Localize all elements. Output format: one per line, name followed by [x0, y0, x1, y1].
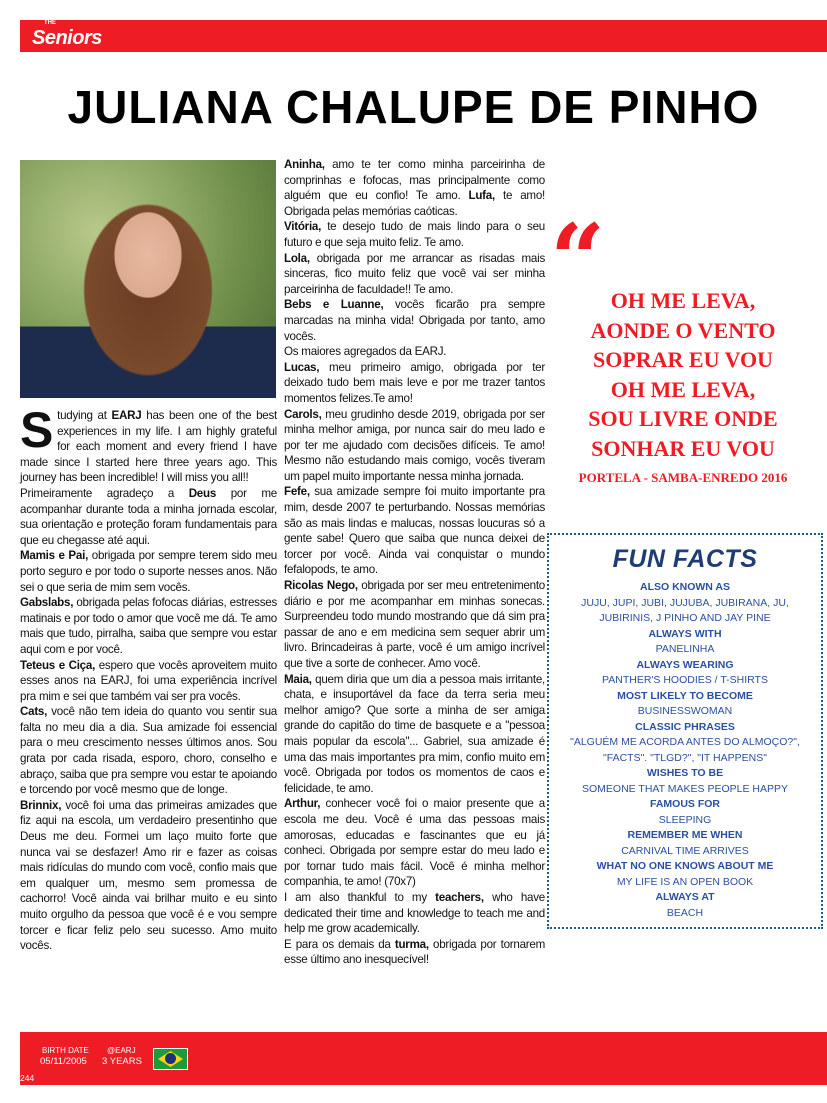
friend-name: Gabslabs, — [20, 596, 74, 610]
friend-name: Mamis e Pai, — [20, 549, 89, 563]
paragraph — [284, 157, 545, 219]
friend-name: Bebs e Luanne, — [284, 298, 384, 312]
fun-facts-list — [549, 580, 821, 921]
paragraph — [20, 798, 277, 954]
quote-line: OH ME LEVA, — [610, 288, 756, 313]
fact-answer: SLEEPING — [658, 813, 712, 826]
fact-answer: "ALGUÉM ME ACORDA ANTES DO ALMOÇO?", "FACTS". "TLGD?", "IT HAPPENS" — [570, 736, 800, 764]
fact-answer: PANTHER'S HOODIES / T-SHIRTS — [602, 674, 768, 686]
paragraph-text: obrigada por ser meu entretenimento diário e por me acompanhar em minhas sonecas. Surpreendeu todo mundo mostrando que dá sim pra passar de ano e em medicina sem sequer abrir um livro. Brincadeiras à parte, você é um amigo incrível que tive a sorte de conhecer. Amo você. — [284, 579, 545, 670]
friend-name: Vitória, — [284, 220, 322, 234]
friend-name: Cats, — [20, 705, 48, 719]
paragraph — [284, 484, 545, 578]
fact-question: REMEMBER ME WHEN — [627, 829, 743, 841]
page-number: 244 — [20, 1073, 35, 1083]
paragraph-text: obrigada por tornarem esse último ano inesquecível! — [284, 937, 546, 967]
friend-name: Ricolas Nego, — [284, 579, 358, 593]
earj-years: 3 YEARS — [102, 1056, 142, 1067]
paragraph-text: meu primeiro amigo, obrigada por ter deixado tudo bem mais leve e por me trazer tantos momentos felizes.Te amo! — [284, 360, 545, 405]
friend-name: Fefe, — [284, 485, 310, 499]
paragraph-text: conhecer você foi o maior presente que a escola me deu. Você é uma das pessoas mais amorosas, educadas e fascinantes que eu já conheci. Obrigada por sempre estar do meu lado e por tornar tudo mais fácil. Você é minha melhor companhia, te amo! (70x7) — [284, 797, 545, 889]
birth-date-label: BIRTH DATE — [42, 1046, 89, 1055]
paragraph-text: obrigada por sempre terem sido meu porto seguro e por todo o suporte nesses anos. Não sei o que seria de mim sem vocês. — [20, 549, 277, 594]
quote-line: SOU LIVRE ONDE — [588, 406, 778, 431]
paragraph — [284, 578, 545, 672]
paragraph-text: espero que vocês aproveitem muito esses anos na EARJ, foi uma experiência incrível pra mim e sei que também vai ser pra vocês. — [20, 658, 278, 703]
fact-question: WISHES TO BE — [646, 767, 724, 779]
friend-name: Aninha, — [284, 158, 325, 171]
fact-answer: BEACH — [666, 906, 704, 919]
paragraph-text: você não tem ideia do quanto vou sentir sua falta no meu dia a dia. Sua amizade foi essencial para o meu crescimento nesses últimos anos. Sou grata por cada risada, esporo, choro, conselho e abraço, saiba que pra sempre vou estar te apoiando e torcendo por você mesmo que de longe. — [20, 705, 277, 797]
left-text-column — [20, 402, 278, 954]
paragraph-text: amo te ter como minha parceirinha de comprinhas e fofocas, mas principalmente como alguém que eu confio! Te amo. — [284, 158, 545, 203]
friend-name: Brinnix, — [20, 798, 62, 812]
quote-line: AONDE O VENTO — [590, 317, 776, 343]
left-paragraphs — [20, 486, 277, 954]
fact-answer: CARNIVAL TIME ARRIVES — [621, 844, 749, 857]
paragraph — [284, 890, 545, 937]
paragraph-text: por me acompanhar durante toda a minha jornada escolar, sua orientação e proteção foram fundamentais para que eu chegasse até aqui. — [20, 486, 277, 547]
fact-question: ALWAYS WEARING — [636, 658, 734, 671]
fact-answer: PANELINHA — [655, 643, 715, 655]
friend-name: Lola, — [284, 251, 310, 265]
intro-bold: EARJ — [111, 409, 142, 422]
paragraph-text: quem diria que um dia a pessoa mais irritante, chata, e insuportável da face da terra seria meu melhor amigo? Que sorte a minha de ser amiga grande do capitão do time de basquete e a "pessoa mais popular da escola"... Gabriel, sua amizade é uma das mais importantes pra mim, confio muito em você. Obrigada por todos os momentos de caos e felicidade, te amo. — [284, 672, 545, 795]
paragraph-lead: E para os demais da — [284, 937, 395, 951]
fact-question: MOST LIKELY TO BECOME — [617, 689, 753, 702]
paragraph — [284, 672, 545, 797]
paragraph-text: te desejo tudo de mais lindo para o seu futuro e que seja muito feliz. Te amo. — [284, 220, 545, 249]
quote-mark-icon: “ — [550, 203, 606, 316]
paragraph-text: sua amizade sempre foi muito importante pra mim, desde 2007 te perturbando. Nossas memórias são as mais lindas e malucas, nossas loucuras só a gente sabe! Quero que saiba que nunca deixei de torcer por você. Ainda vai conquistar o mundo fefalopods, te amo. — [284, 485, 545, 577]
seniors-logo: Seniors — [32, 27, 102, 49]
birth-date-value: 05/11/2005 — [40, 1056, 87, 1067]
paragraph-text: você foi uma das primeiras amizades que fiz aqui na escola, um verdadeiro presentinho que Deus me deu. Formei um laço muito forte que nunca vai se desfazer! Amo rir e fazer as coisas mais ridículas do mundo com você, confio mais que em qualquer um, mesmo sem promessa de cachorro! Você ainda vai brilhar muito e eu sinto muito orgulho da pessoa que você é e vou sempre torcer e ficar feliz pelo seu sucesso. Amo muito vocês. — [20, 798, 277, 953]
fun-facts-title: FUN FACTS — [612, 545, 758, 573]
quote-line: OH ME LEVA, — [610, 376, 756, 402]
paragraph-lead: Os maiores agregados da EARJ. — [284, 345, 447, 359]
paragraph-text: obrigada pelas fofocas diárias, estresses matinais e por todo o amor que você me dá. Te amo mais que tudo, pirralha, saiba que sempre vou estar aqui com e por você. — [20, 596, 277, 656]
paragraph — [20, 595, 277, 657]
paragraph — [284, 297, 545, 344]
paragraph-text: obrigada por me arrancar as risadas mais sinceras, fico muito feliz que você vai ser minha parceirinha de faculdade!! Te amo. — [284, 251, 545, 296]
fun-facts-box — [547, 533, 823, 929]
paragraph — [20, 548, 277, 595]
fact-answer: MY LIFE IS AN OPEN BOOK — [616, 875, 754, 888]
quote-line: SONHAR EU VOU — [591, 435, 775, 461]
fact-question: ALSO KNOWN AS — [639, 581, 731, 593]
fact-answer: BUSINESSWOMAN — [637, 705, 733, 717]
paragraph — [20, 658, 277, 705]
paragraph-text: vocês ficarão pra sempre marcadas na minha vida! Obrigada por tanto, amo vocês. — [284, 298, 546, 343]
paragraph-text: te amo! Obrigada pelas memórias caóticas. — [284, 189, 546, 218]
paragraph — [284, 937, 545, 968]
paragraph — [20, 704, 277, 798]
pull-quote — [568, 286, 798, 463]
paragraph-text: who have dedicated their time and knowledge to teach me and help me grow academically. — [284, 890, 545, 936]
intro-paragraph — [20, 402, 278, 486]
middle-paragraphs — [284, 157, 545, 968]
friend-name: Arthur, — [284, 797, 321, 811]
intro-rest: has been one of the best experiences in my life. I am highly grateful for each moment and every friend I have made since I started here three years ago. This journey has been incredible! I will miss you all!! — [20, 409, 278, 485]
paragraph — [284, 360, 545, 407]
friend-name: Deus — [188, 486, 217, 500]
friend-name: teachers, — [435, 890, 484, 904]
dropcap: S — [20, 402, 54, 458]
paragraph-text: meu grudinho desde 2019, obrigada por ser minha melhor amiga, por nunca sair do meu lado e por ter me ajudado com decisões difíceis. Te amo! Mesmo não estudando mais comigo, vocês tiveram um papel muito importante nessa minha jornada. — [284, 407, 545, 483]
fact-question: ALWAYS WITH — [648, 627, 722, 640]
student-portrait — [20, 160, 276, 398]
paragraph-lead: I am also thankful to my — [284, 890, 436, 904]
friend-name: Lufa, — [468, 189, 495, 203]
page-title: JULIANA CHALUPE DE PINHO — [67, 81, 760, 133]
friend-name: Maia, — [284, 672, 312, 686]
header-bar — [20, 20, 827, 52]
footer-bar — [20, 1032, 827, 1085]
brazil-flag-icon — [153, 1048, 188, 1070]
friend-name: turma, — [394, 937, 429, 951]
paragraph — [284, 407, 545, 485]
fact-question: WHAT NO ONE KNOWS ABOUT ME — [596, 860, 774, 872]
logo-small-text: THE — [44, 20, 56, 26]
quote-line: SOPRAR EU VOU — [592, 347, 774, 372]
fact-question: CLASSIC PHRASES — [635, 720, 735, 733]
paragraph — [284, 344, 545, 360]
quote-source: PORTELA - SAMBA-ENREDO 2016 — [578, 470, 788, 485]
paragraph — [284, 796, 545, 890]
fact-answer: JUJU, JUPI, JUBI, JUJUBA, JUBIRANA, JU, JUBIRINIS, J PINHO AND JAY PINE — [581, 596, 789, 624]
fact-answer: SOMEONE THAT MAKES PEOPLE HAPPY — [582, 782, 788, 795]
middle-text-column — [284, 157, 545, 968]
friend-name: Teteus e Ciça, — [20, 658, 96, 672]
paragraph — [284, 251, 545, 298]
friend-name: Carols, — [284, 407, 322, 421]
intro-text: tudying at — [57, 409, 112, 422]
paragraph-lead: Primeiramente agradeço a — [20, 486, 189, 500]
fact-question: ALWAYS AT — [655, 891, 715, 903]
earj-label: @EARJ — [107, 1046, 136, 1055]
paragraph — [20, 486, 277, 548]
fact-question: FAMOUS FOR — [650, 798, 720, 810]
paragraph — [284, 219, 545, 250]
friend-name: Lucas, — [284, 360, 320, 374]
